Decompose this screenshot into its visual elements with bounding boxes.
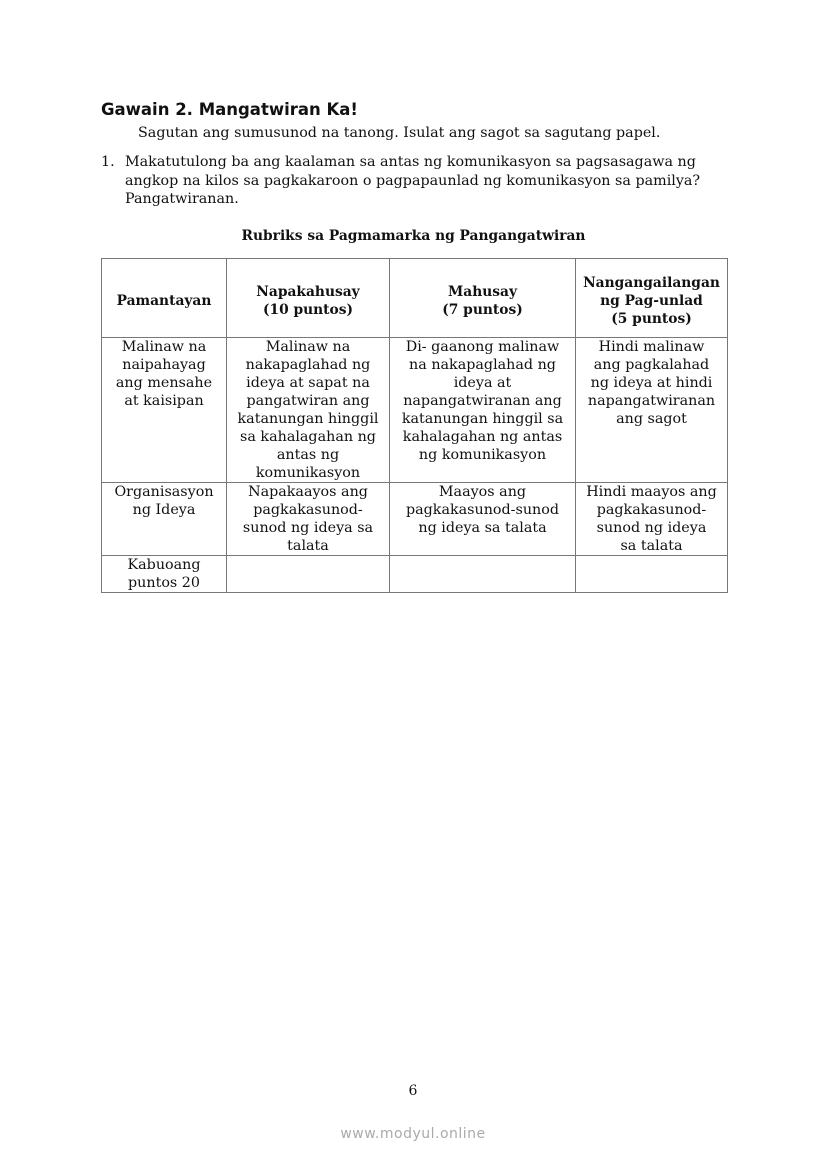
activity-title: Gawain 2. Mangatwiran Ka! (101, 100, 358, 119)
table-header-row (102, 259, 728, 338)
header-pamantayan: Pamantayan (102, 259, 227, 338)
table-cell: Hindi malinaw ang pagkalahad ng ideya at hindi napangatwiranan ang sagot (576, 338, 728, 483)
page-number: 6 (408, 1083, 418, 1099)
table-cell (227, 556, 390, 593)
table-cell (576, 556, 728, 593)
table-cell: Di- gaanong malinaw na nakapaglahad ng ideya at napangatwiranan ang katanungan hinggil sa kahalagahan ng antas ng komunikasyon (390, 338, 576, 483)
header-mahusay: Mahusay (7 puntos) (390, 259, 576, 338)
rubric-table (101, 258, 728, 593)
table-cell: Malinaw na nakapaglahad ng ideya at sapat na pangatwiran ang katanungan hinggil sa kahalagahan ng antas ng komunikasyon (227, 338, 390, 483)
table-cell: Hindi maayos ang pagkakasunod- sunod ng ideya sa talata (576, 483, 728, 556)
table-cell: Maayos ang pagkakasunod-sunod ng ideya sa talata (390, 483, 576, 556)
rubric-caption: Rubriks sa Pagmamarka ng Pangangatwiran (241, 228, 586, 244)
table-row (102, 556, 728, 593)
table-row (102, 483, 728, 556)
question-text: Makatutulong ba ang kaalaman sa antas ng komunikasyon sa pagsasagawa ng angkop na kilos sa pagkakaroon o pagpapaunlad ng komunikasyon sa pamilya? Pangatwiranan. (125, 154, 701, 207)
table-cell: Kabuoang puntos 20 (102, 556, 227, 593)
header-nangangailangan: Nangangailangan ng Pag-unlad (5 puntos) (576, 259, 728, 338)
question-number: 1. (101, 154, 115, 170)
table-cell: Napakaayos ang pagkakasunod- sunod ng ideya sa talata (227, 483, 390, 556)
table-cell (390, 556, 576, 593)
header-napakahusay: Napakahusay (10 puntos) (227, 259, 390, 338)
instruction-text: Sagutan ang sumusunod na tanong. Isulat ang sagot sa sagutang papel. (138, 125, 661, 141)
table-cell: Organisasyon ng Ideya (102, 483, 227, 556)
table-row (102, 338, 728, 483)
watermark: www.modyul.online (340, 1126, 486, 1142)
table-cell: Malinaw na naipahayag ang mensahe at kaisipan (102, 338, 227, 483)
